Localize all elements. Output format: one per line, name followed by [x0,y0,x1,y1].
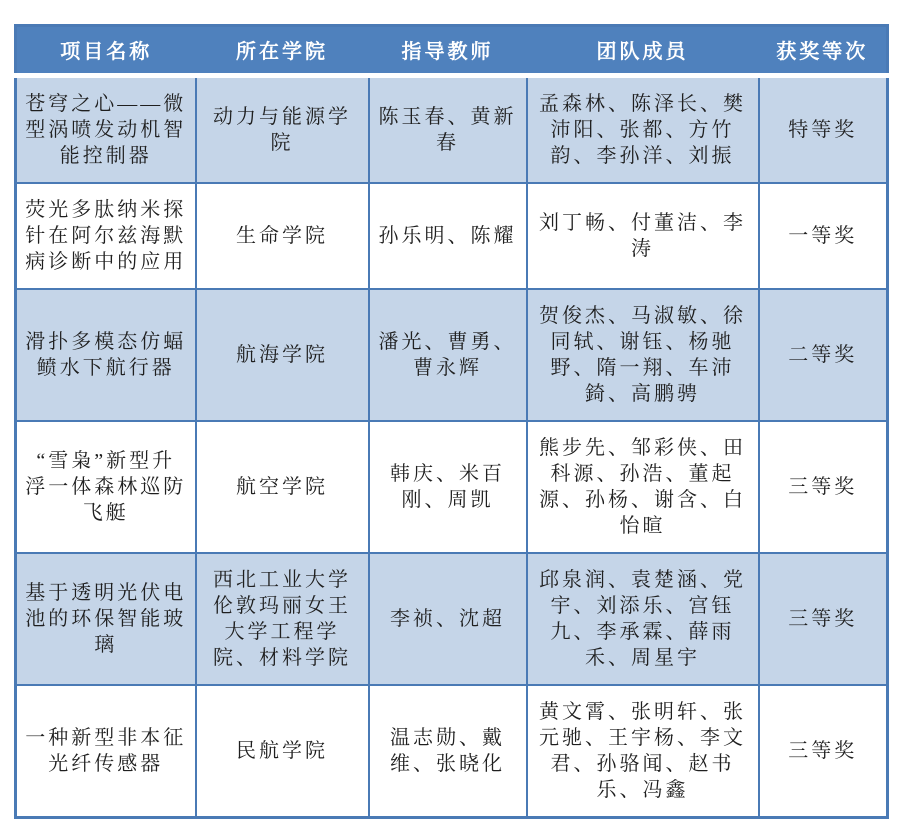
cell-advisors: 温志勋、戴维、张晓化 [369,685,527,818]
cell-project: 滑扑多模态仿蝠鲼水下航行器 [16,289,196,421]
table-row [16,183,888,289]
cell-members: 刘丁畅、付董洁、李涛 [527,183,759,289]
cell-college: 航海学院 [196,289,369,421]
cell-college: 民航学院 [196,685,369,818]
column-header: 指导教师 [369,26,527,76]
cell-award: 三等奖 [759,685,888,818]
cell-project: 一种新型非本征光纤传感器 [16,685,196,818]
cell-college: 生命学院 [196,183,369,289]
cell-award: 一等奖 [759,183,888,289]
cell-members: 黄文霄、张明轩、张元驰、王宇杨、李文君、孙骆闻、赵书乐、冯鑫 [527,685,759,818]
table-row [16,289,888,421]
cell-advisors: 陈玉春、黄新春 [369,76,527,184]
cell-advisors: 李祯、沈超 [369,553,527,685]
cell-college: 航空学院 [196,421,369,553]
cell-advisors: 韩庆、米百刚、周凯 [369,421,527,553]
cell-members: 熊步先、邹彩侠、田科源、孙浩、董起源、孙杨、谢含、白怡暄 [527,421,759,553]
cell-award: 三等奖 [759,421,888,553]
awards-table [14,24,889,819]
cell-project: 基于透明光伏电池的环保智能玻璃 [16,553,196,685]
cell-advisors: 潘光、曹勇、曹永辉 [369,289,527,421]
cell-award: 三等奖 [759,553,888,685]
column-header: 获奖等次 [759,26,888,76]
cell-college: 西北工业大学伦敦玛丽女王大学工程学院、材料学院 [196,553,369,685]
header-row [16,26,888,76]
cell-award: 二等奖 [759,289,888,421]
cell-advisors: 孙乐明、陈耀 [369,183,527,289]
column-header: 团队成员 [527,26,759,76]
cell-members: 贺俊杰、马淑敏、徐同轼、谢钰、杨驰野、隋一翔、车沛錡、高鹏骋 [527,289,759,421]
table-header [16,26,888,76]
table-row [16,76,888,184]
cell-award: 特等奖 [759,76,888,184]
cell-members: 孟森林、陈泽长、樊沛阳、张都、方竹韵、李孙洋、刘振 [527,76,759,184]
cell-members: 邱泉润、袁楚涵、党宇、刘添乐、宫钰九、李承霖、薛雨禾、周星宇 [527,553,759,685]
table-row [16,553,888,685]
table-row [16,421,888,553]
column-header: 项目名称 [16,26,196,76]
table-body [16,76,888,818]
cell-project: 荧光多肽纳米探针在阿尔兹海默病诊断中的应用 [16,183,196,289]
column-header: 所在学院 [196,26,369,76]
cell-college: 动力与能源学院 [196,76,369,184]
table-row [16,685,888,818]
cell-project: “雪枭”新型升浮一体森林巡防飞艇 [16,421,196,553]
cell-project: 苍穹之心——微型涡喷发动机智能控制器 [16,76,196,184]
